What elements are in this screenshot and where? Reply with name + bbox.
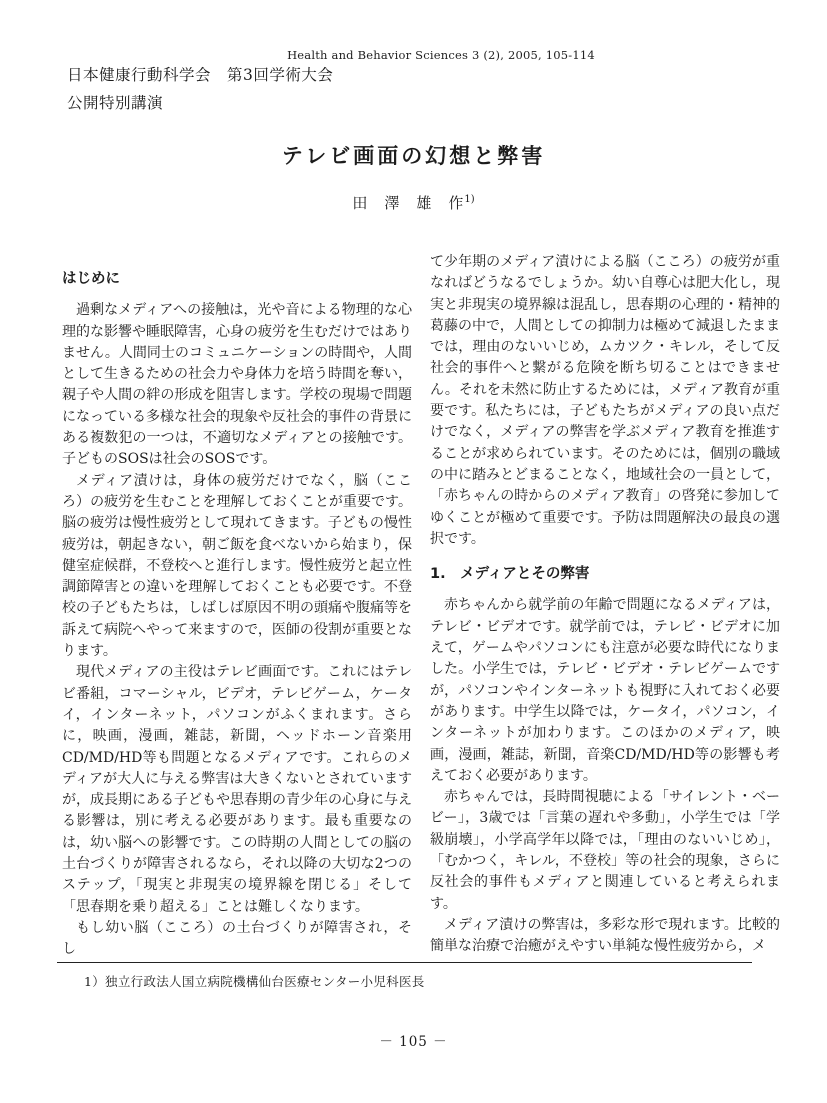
page-title: テレビ画面の幻想と弊害: [281, 143, 546, 169]
session-type: 公開特別講演: [67, 94, 164, 112]
section1-paragraph-3: メディア漬けの弊害は，多彩な形で現れます。比較的簡単な治療で治癒がえやすい単純な慢性疲労から，メ: [430, 916, 780, 955]
author-line: [0, 192, 827, 213]
intro-paragraph-2: メディア漬けは，身体の疲労だけでなく，脳（こころ）の疲労を生むことを理解しておくことが重要です。脳の疲労は慢性疲労として現れてきます。子どもの慢性疲労は，朝起きない，朝ご飯を食べないから始まり，保健室症候群，不登校へと進行します。慢性疲労と起立性調節障害との違いを理解しておくことも必要です。不登校の子どもたちは，しばしば原因不明の頭痛や腹痛等を訴えて病院へやって来ますので，医師の役割が重要となります。: [62, 472, 412, 660]
intro-paragraph-1: 過剰なメディアへの接触は，光や音による物理的な心理的な影響や睡眠障害，心身の疲労を生むだけではありません。人間同士のコミュニケーションの時間や，人間として生きるための社会力や身体力を培う時間を奪い，親子や人間の絆の形成を阻害します。学校の現場で問題になっている多様な社会的現象や反社会的事件の背景にある複数犯の一つは，不適切なメディアとの接触です。子どものSOSは社会のSOSです。: [62, 302, 412, 468]
footnote-divider: [57, 962, 752, 963]
author-name: 田 澤 雄 作: [352, 194, 465, 212]
page-number: － 105 －: [379, 1034, 448, 1050]
intro-paragraph-3: 現代メディアの主役はテレビ画面です。これにはテレビ番組，コマーシャル，ビデオ，テレビゲーム，ケータイ，インターネット，パソコンがふくまれます。さらに，映画，漫画，雑誌，新聞，ヘッドホーン音楽用CD/MD/HD等も問題となるメディアです。これらのメディアが大人に与える弊害は大きくないとされていますが，成長期にある子どもや思春期の青少年の心身に与える影響は，別に考える必要があります。最も重要なのは，幼い脳への影響です。この時期の人間としての脳の土台づくりが障害されるなら，それ以降の大切な2つのステップ，「現実と非現実の境界線を閉じる」そして「思春期を乗り超える」ことは難しくなります。: [62, 664, 412, 915]
intro-paragraph-4-continuation: て少年期のメディア漬けによる脳（こころ）の疲労が重なればどうなるでしょうか。幼い自尊心は肥大化し，現実と非現実の境界線は混乱し，思春期の心理的・精神的葛藤の中で，人間としての抑制力は極めて減退したままでは，理由のないいじめ，ムカツク・キレル，そして反社会的事件へと繋がる危険を断ち切ることはできません。それを未然に防止するためには，メディア教育が重要です。私たちには，子どもたちがメディアの良い点だけでなく，メディアの弊害を学ぶメディア教育を推進することが求められています。そのためには，個別の職域の中に踏みとどまることなく，地域社会の一員として，「赤ちゃんの時からのメディア教育」の啓発に参加してゆくことが極めて重要です。予防は問題解決の最良の選択です。: [430, 254, 780, 547]
section1-paragraph-2: 赤ちゃんでは，長時間視聴による「サイレント・ベービー」，3歳では「言葉の遅れや多動」，小学生では「学級崩壊」，小学高学年以降では，「理由のないいじめ」，「むかつく，キレル，不登校」等の社会的現象，さらに反社会的事件もメディアと関連していると考えられます。: [430, 789, 780, 912]
section1-paragraph-1: 赤ちゃんから就学前の年齢で問題になるメディアは，テレビ・ビデオです。就学前では，テレビ・ビデオに加えて，ゲームやパソコンにも注意が必要な時代になりました。小学生では，テレビ・ビデオ・テレビゲームですが，パソコンやインターネットも視野に入れておく必要があります。中学生以降では，ケータイ，パソコン，インターネットが加わります。このほかのメディア，映画，漫画，雑誌，新聞，音楽CD/MD/HD等の影響も考えておく必要があります。: [430, 597, 780, 784]
author-footnote-ref: 1): [464, 194, 475, 205]
section1-heading: 1. メディアとその弊害: [430, 566, 590, 583]
intro-paragraph-4-start: もし幼い脳（こころ）の土台づくりが障害され，そし: [62, 919, 412, 958]
journal-citation: Health and Behavior Sciences 3 (2), 2005, 105-114: [287, 48, 595, 62]
left-column: [62, 254, 412, 961]
intro-heading: はじめに: [62, 271, 120, 287]
right-column: [430, 252, 780, 958]
conference-name: 日本健康行動科学会 第3回学術大会: [67, 66, 334, 84]
author-affiliation-footnote: 1）独立行政法人国立病院機構仙台医療センター小児科医長: [84, 974, 425, 989]
